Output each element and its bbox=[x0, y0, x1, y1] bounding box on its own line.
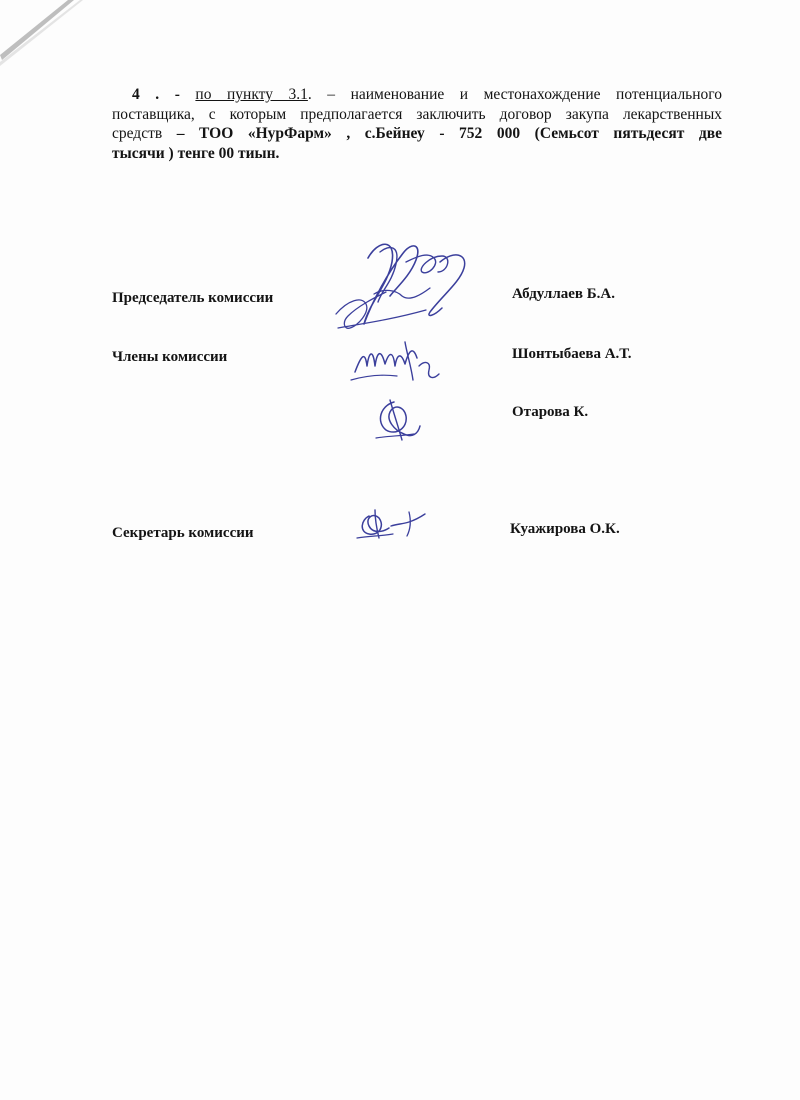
chairman-label: Председатель комиссии bbox=[112, 290, 274, 306]
chairman-name: Абдуллаев Б.А. bbox=[512, 286, 616, 302]
paragraph-line-3 bbox=[112, 124, 722, 144]
paragraph-text-1: . – наименование и местонахождение потенциального bbox=[307, 86, 723, 103]
secretary-signature bbox=[355, 506, 430, 542]
supplier-and-amount: – ТОО «НурФарм» , с.Бейнеу - 752 000 (Семьсот пятьдесят две bbox=[176, 125, 722, 142]
paragraph-text-3: средств bbox=[112, 125, 163, 142]
members-label: Члены комиссии bbox=[112, 349, 228, 365]
secretary-label: Секретарь комиссии bbox=[112, 525, 254, 541]
paragraph-line-2: поставщика, с которым предполагается заключить договор закупа лекарственных bbox=[112, 105, 722, 123]
clause-reference: по пункту 3.1 bbox=[195, 86, 308, 103]
paragraph-line-1 bbox=[112, 85, 722, 105]
secretary-name: Куажирова О.К. bbox=[510, 521, 620, 537]
member-2-name: Отарова К. bbox=[512, 404, 589, 420]
member-2-signature bbox=[370, 396, 426, 444]
amount-continuation: тысячи ) тенге 00 тиын. bbox=[112, 144, 280, 162]
member-1-signature bbox=[345, 336, 445, 388]
decision-paragraph bbox=[112, 85, 722, 163]
item-number: 4 . - bbox=[132, 86, 180, 103]
member-1-name: Шонтыбаева А.Т. bbox=[512, 346, 632, 362]
chairman-signature bbox=[330, 232, 490, 342]
scan-artifact-streak bbox=[0, 0, 90, 110]
